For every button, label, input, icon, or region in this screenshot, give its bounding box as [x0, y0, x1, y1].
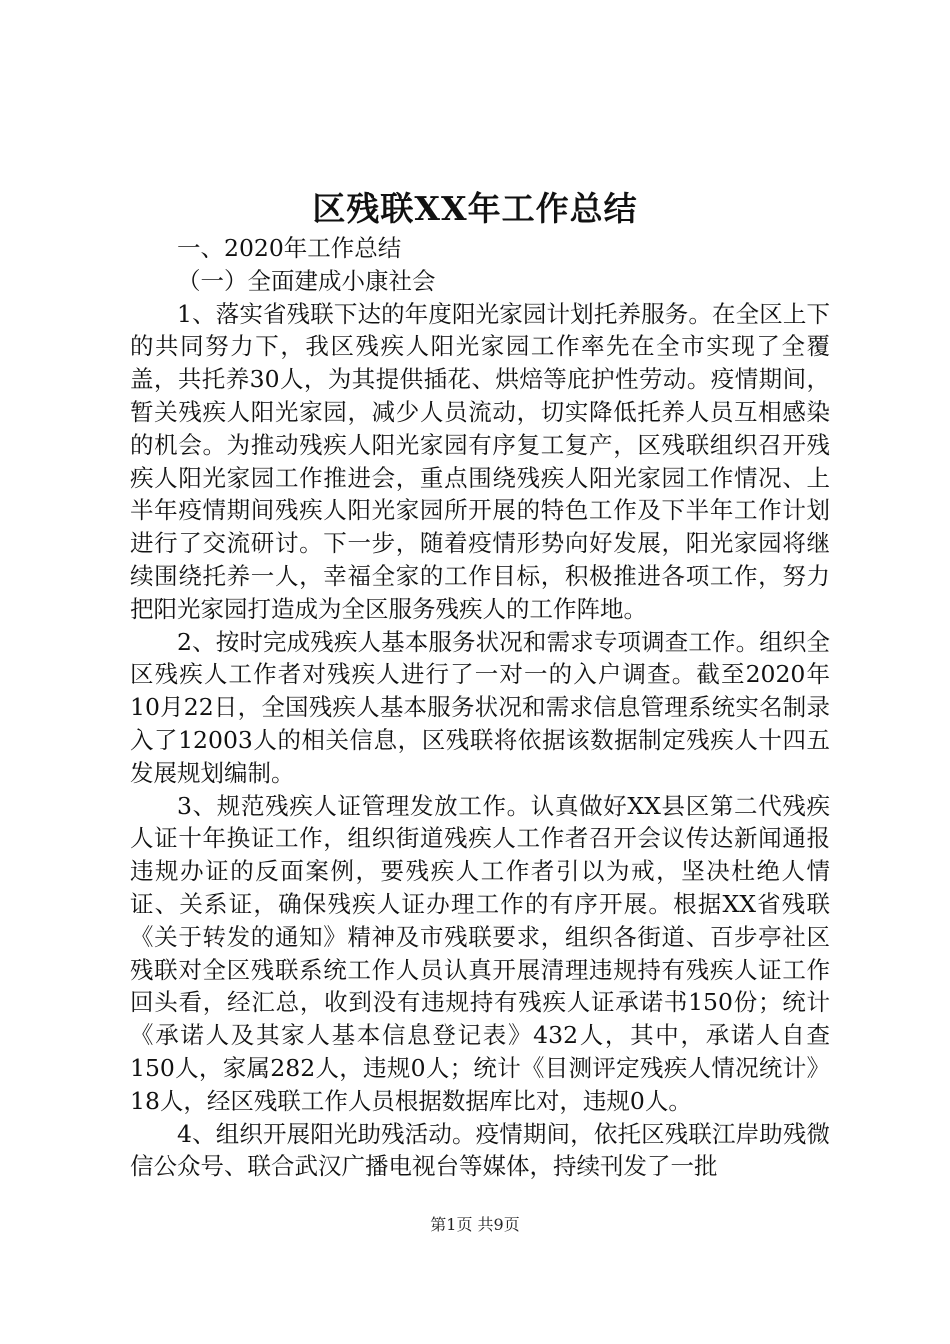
- section-heading: 一、2020年工作总结: [177, 234, 402, 262]
- subsection-heading: （一）全面建成小康社会: [177, 266, 436, 295]
- paragraph-4: 4、组织开展阳光助残活动。疫情期间，依托区残联江岸助残微信公众号、联合武汉广播电视台等媒体，持续刊发了一批: [130, 1119, 830, 1181]
- paragraph-1: 1、落实省残联下达的年度阳光家园计划托养服务。在全区上下的共同努力下，我区残疾人阳光家园工作率先在全市实现了全覆盖，共托养30人，为其提供插花、烘焙等庇护性劳动。疫情期间，暂关残疾人阳光家园，减少人员流动，切实降低托养人员互相感染的机会。为推动残疾人阳光家园有序复工复产，区残联组织召开残疾人阳光家园工作推进会，重点围绕残疾人阳光家园工作情况、上半年疫情期间残疾人阳光家园所开展的特色工作及下半年工作计划进行了交流研讨。下一步，随着疫情形势向好发展，阳光家园将继续围绕托养一人，幸福全家的工作目标，积极推进各项工作，努力把阳光家园打造成为全区服务残疾人的工作阵地。: [130, 299, 830, 623]
- document-title: 区残联XX年工作总结: [312, 189, 638, 228]
- paragraph-3: 3、规范残疾人证管理发放工作。认真做好XX县区第二代残疾人证十年换证工作，组织街道残疾人工作者召开会议传达新闻通报违规办证的反面案例，要残疾人工作者引以为戒，坚决杜绝人情证、关系证，确保残疾人证办理工作的有序开展。根据XX省残联《关于转发的通知》精神及市残联要求，组织各街道、百步亭社区残联对全区残联系统工作人员认真开展清理违规持有残疾人证工作回头看，经汇总，收到没有违规持有残疾人证承诺书150份；统计《承诺人及其家人基本信息登记表》432人，其中，承诺人自查150人，家属282人，违规0人；统计《目测评定残疾人情况统计》18人，经区残联工作人员根据数据库比对，违规0人。: [130, 791, 830, 1115]
- document-body: [130, 232, 830, 1183]
- paragraph-2: 2、按时完成残疾人基本服务状况和需求专项调查工作。组织全区残疾人工作者对残疾人进行了一对一的入户调查。截至2020年10月22日，全国残疾人基本服务状况和需求信息管理系统实名制录入了12003人的相关信息，区残联将依据该数据制定残疾人十四五发展规划编制。: [130, 627, 830, 787]
- page-number-footer: 第1页 共9页: [430, 1215, 520, 1234]
